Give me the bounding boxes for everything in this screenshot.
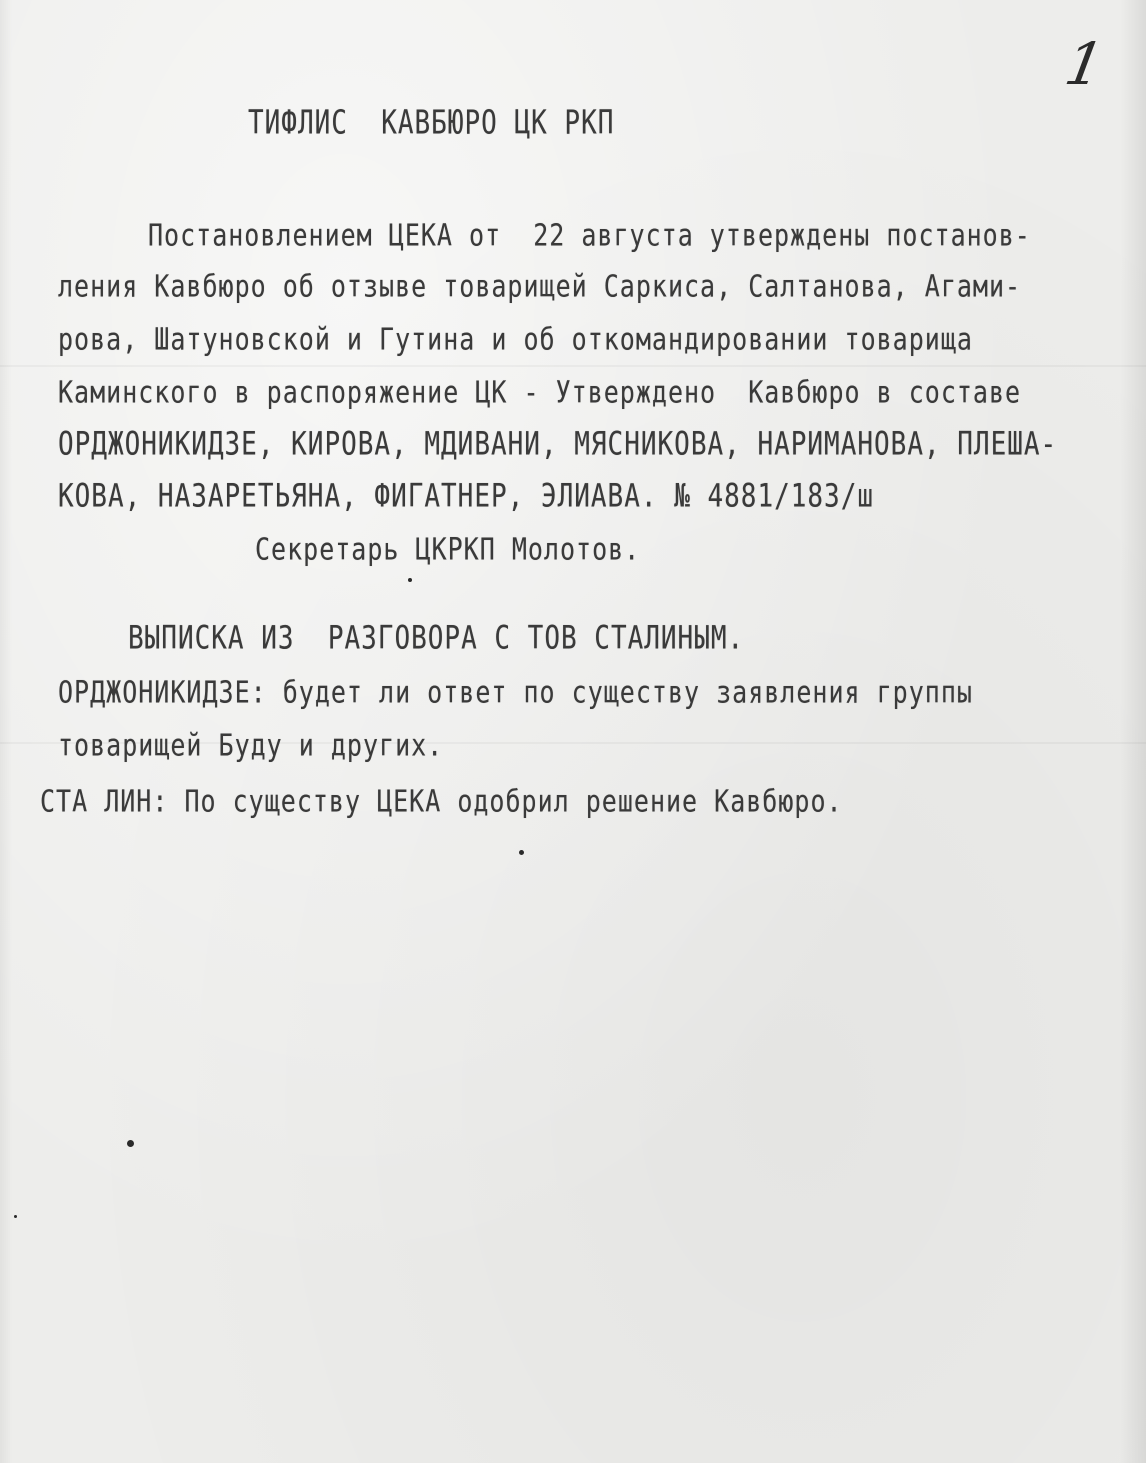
telegram-line: КОВА, НАЗАРЕТЬЯНА, ФИГАТНЕР, ЭЛИАВА. № 4881/183/ш: [58, 478, 875, 516]
dialogue-line: товарищей Буду и других.: [58, 728, 444, 763]
paper-crease: [0, 365, 1146, 367]
ink-speck: [408, 578, 412, 582]
dialogue-line: СТА ЛИН: По существу ЦЕКА одобрил решение Кавбюро.: [40, 784, 843, 819]
telegram-line: рова, Шатуновской и Гутина и об откомандировании товарища: [58, 322, 973, 357]
telegram-header: ТИФЛИС КАВБЮРО ЦК РКП: [248, 104, 615, 143]
page-right-shadow: [1120, 0, 1146, 1463]
telegram-line: ления Кавбюро об отзыве товарищей Саркиса, Салтанова, Агами-: [58, 269, 1022, 304]
ink-speck: [127, 1140, 134, 1147]
telegram-line: ОРДЖОНИКИДЗЕ, КИРОВА, МДИВАНИ, МЯСНИКОВА, НАРИМАНОВА, ПЛЕША-: [58, 426, 1058, 464]
dialogue-line: ОРДЖОНИКИДЗЕ: будет ли ответ по существу заявления группы: [58, 675, 973, 710]
handwritten-page-number: 1: [1060, 30, 1109, 98]
ink-speck: [14, 1215, 17, 1218]
telegram-line: Постановлением ЦЕКА от 22 августа утверждены постанов-: [148, 218, 1031, 253]
page-left-shadow: [0, 0, 12, 1463]
signature-line: Секретарь ЦКРКП Молотов.: [255, 532, 641, 567]
telegram-line: Каминского в распоряжение ЦК - Утверждено Кавбюро в составе: [58, 375, 1022, 410]
ink-speck: [519, 850, 524, 855]
excerpt-title: ВЫПИСКА ИЗ РАЗГОВОРА С ТОВ СТАЛИНЫМ.: [128, 620, 745, 658]
